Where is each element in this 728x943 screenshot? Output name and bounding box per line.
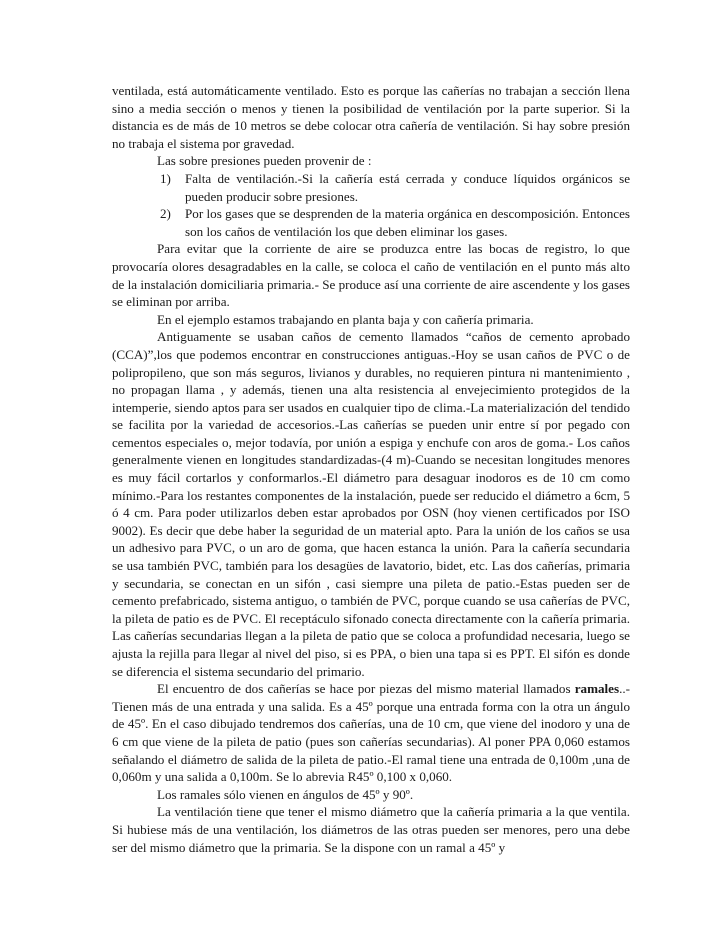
paragraph-ventilation-intro: ventilada, está automáticamente ventilado. Esto es porque las cañerías no trabajan a sección llena sino a media sección o menos y tienen la posibilidad de ventilación por la parte superior. Si la distancia es de más de 10 metros se debe colocar otra cañería de ventilación. Si hay sobre presión no trabaja el sistema por gravedad.: [112, 83, 630, 151]
list-item: [112, 170, 630, 205]
document-body: [112, 82, 630, 856]
paragraph-ramales-angles: Los ramales sólo vienen en ángulos de 45º y 90º.: [157, 786, 414, 802]
paragraph-overpressure-sources: Las sobre presiones pueden provenir de :: [157, 153, 372, 169]
paragraph-ventilation-diameter: La ventilación tiene que tener el mismo diámetro que la cañería primaria a la que ventila. Si hubiese más de una ventilación, los diámetros de las otras pueden ser menores, pero una debe ser del mismo diámetro que la primaria. Se la dispone con un ramal a 45º y: [112, 804, 630, 855]
paragraph-air-current: Para evitar que la corriente de aire se produzca entre las bocas de registro, lo que provocaría olores desagradables en la calle, se coloca el caño de ventilación en el punto más alto de la instalación domiciliaria primaria.- Se produce así una corriente de aire ascendente y los gases se eliminan por arriba.: [112, 241, 630, 310]
ramales-text-pre: El encuentro de dos cañerías se hace por piezas del mismo material llamados: [157, 681, 575, 697]
list-item-text: Por los gases que se desprenden de la materia orgánica en descomposición. Entonces son los caños de ventilación los que deben eliminar los gases.: [185, 206, 630, 239]
paragraph-pipe-materials: Antiguamente se usaban caños de cemento llamados “caños de cemento aprobado (CCA)”,los que podemos encontrar en construcciones antiguas.-Hoy se usan caños de PVC o de polipropileno, que son más seguros, livianos y durables, no requieren pintura ni mantenimiento , no propagan llama , y además, tienen una alta resistencia al envejecimiento protegidos de la intemperie, siendo aptos para ser usados en cualquier tipo de clima.-La materialización del tendido se facilita por la variedad de accesorios.-Las cañerías se pueden unir entre sí por pegado con cementos especiales o, mejor todavía, por unión a espiga y enchufe con aros de goma.- Los caños generalmente vienen en longitudes standardizadas-(4 m)-Cuando se necesitan longitudes menores es muy fácil cortarlos y conformarlos.-El diámetro para desaguar inodoros es de 10 cm como mínimo.-Para los restantes componentes de la instalación, puede ser reducido el diámetro a 6cm, 5 ó 4 cm. Para poder utilizarlos deben estar aprobados por OSN (hoy vienen certificados por ISO 9002). Es decir que debe haber la seguridad de un material apto. Para la unión de los caños se usa un adhesivo para PVC, o un aro de goma, que hacen estanca la unión. Para la cañería secundaria se usa también PVC, también para los desagües de lavatorio, bidet, etc. Las dos cañerías, primaria y secundaria, se conectan en un sifón , casi siempre una pileta de patio.-Estas pueden ser de cemento prefabricado, sistema antiguo, o también de PVC, porque cuando se usa cañerías de PVC, la pileta de patio es de PVC. El receptáculo sifonado conecta directamente con la cañería primaria. Las cañerías secundarias llegan a la pileta de patio que se coloca a profundidad necesaria, luego se ajusta la rejilla para llegar al nivel del piso, si es PPA, o bien una tapa si es PPT. El sifón es donde se diferencia el sistema secundario del primario.: [112, 329, 630, 679]
list-item: [112, 205, 630, 240]
ramales-term: ramales: [574, 681, 620, 697]
ramales-text-post: ..- Tienen más de una entrada y una salida. Es a 45º porque una entrada forma con la otra un ángulo de 45º. En el caso dibujado tendremos dos cañerías, una de 10 cm, que viene del inodoro y una de 6 cm que viene de la pileta de patio (pues son cañerías secundarias). Al poner PPA 0,060 estamos señalando el diámetro de salida de la pileta de patio.-El ramal tiene una entrada de 0,100m ,una de 0,060m y una salida a 0,100m. Se lo abrevia R45º 0,100 x 0,060.: [112, 681, 630, 785]
paragraph-ramales: [112, 680, 630, 786]
list-item-text: Falta de ventilación.-Si la cañería está cerrada y conduce líquidos orgánicos se pueden producir sobre presiones.: [185, 170, 630, 204]
paragraph-example: En el ejemplo estamos trabajando en planta baja y con cañería primaria.: [157, 311, 534, 327]
list-number: 2): [160, 206, 171, 222]
list-number: 1): [160, 170, 171, 186]
